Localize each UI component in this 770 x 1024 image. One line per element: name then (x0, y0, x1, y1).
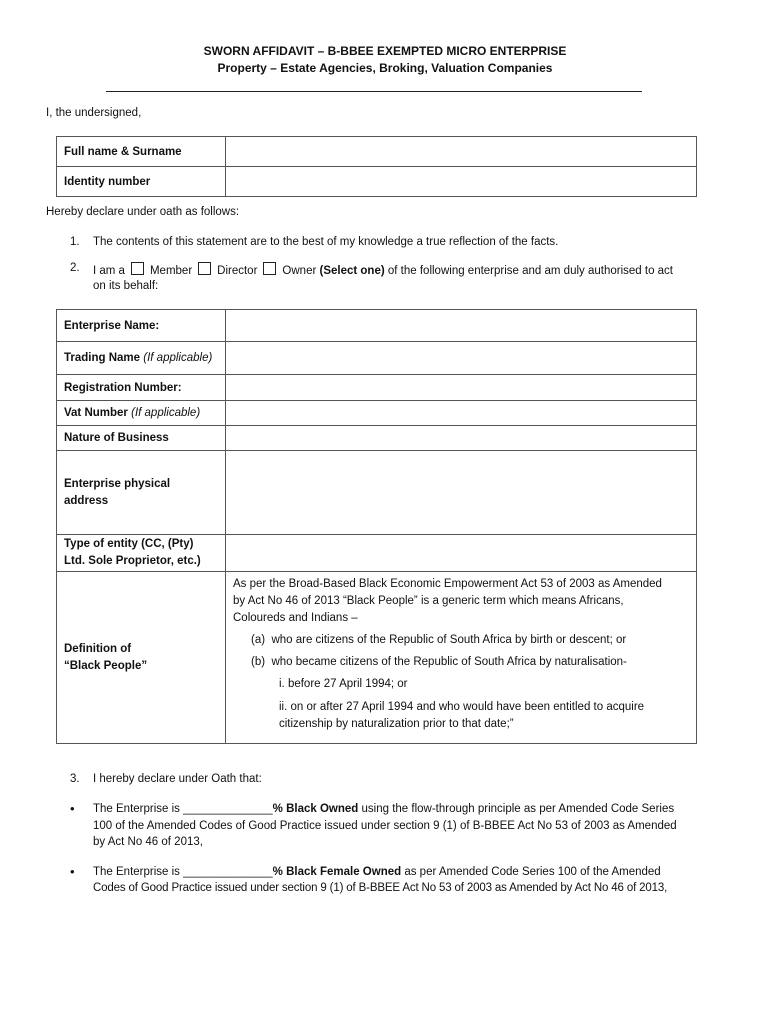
item2-line1 (93, 262, 673, 277)
identity-table (56, 136, 697, 197)
registration-number-label: Registration Number: (57, 375, 226, 401)
definition-item-b: (b) who became citizens of the Republic of South Africa by naturalisation- (251, 656, 627, 668)
identity-number-field[interactable] (226, 167, 697, 197)
item3-number: 3. (70, 773, 80, 785)
item3-text: I hereby declare under Oath that: (93, 773, 262, 785)
enterprise-name-field[interactable] (226, 310, 697, 342)
select-one-note: (Select one) (319, 265, 385, 277)
definition-item-i: i. before 27 April 1994; or (279, 678, 408, 690)
enterprise-table (56, 309, 697, 744)
registration-number-field[interactable] (226, 375, 697, 401)
physical-address-label: Enterprise physical address (57, 451, 226, 535)
bullet-marker: • (70, 864, 75, 879)
black-people-definition-label: Definition of “Black People” (57, 572, 226, 744)
title-divider (106, 91, 642, 92)
role-prefix: I am a (93, 265, 125, 277)
role-suffix: of the following enterprise and am duly authorised to act (387, 265, 674, 277)
black-owned-line2: 100 of the Amended Codes of Good Practice issued under section 9 (1) of B-BBEE Act No 53 of 2003 as Amended (93, 820, 677, 832)
black-people-definition: As per the Broad-Based Black Economic Empowerment Act 53 of 2003 as Amended by Act No 46 of 2013 “Black People” is a generic term which means Africans, Coloureds and Indians – (a) who are citizens of the Republic of South Africa by birth or descent; or (b) who became citizens of the Republic of South Africa by naturalisation- i. before 27 April 1994; or ii. on or after 27 April 1994 and who would have been entitled to acquire citizenship by naturalization prior to that date;” (226, 572, 697, 744)
member-checkbox[interactable] (131, 262, 144, 275)
black-female-owned-line2: Codes of Good Practice issued under section 9 (1) of B-BBEE Act No 53 of 2003 as Amended by Act No 46 of 2013, (93, 882, 668, 894)
item2-number: 2. (70, 262, 80, 274)
item1-number: 1. (70, 236, 80, 248)
vat-number-label: Vat Number (If applicable) (57, 401, 226, 426)
intro-text: I, the undersigned, (46, 107, 142, 119)
enterprise-name-label: Enterprise Name: (57, 310, 226, 342)
document-subtitle: Property – Estate Agencies, Broking, Valuation Companies (217, 61, 553, 75)
definition-item-ii: ii. on or after 27 April 1994 and who would have been entitled to acquire citizenship by naturalization prior to that date;” (279, 701, 645, 730)
entity-type-label: Type of entity (CC, (Pty) Ltd. Sole Proprietor, etc.) (57, 535, 226, 572)
bullet-marker: • (70, 801, 75, 816)
nature-of-business-field[interactable] (226, 426, 697, 451)
vat-number-field[interactable] (226, 401, 697, 426)
black-female-owned-line1: The Enterprise is ______________% Black Female Owned as per Amended Code Series 100 of the Amended (93, 866, 661, 878)
definition-item-a: (a) who are citizens of the Republic of South Africa by birth or descent; or (251, 634, 627, 646)
physical-address-field[interactable] (226, 451, 697, 535)
identity-number-label: Identity number (57, 167, 226, 197)
trading-name-label: Trading Name (If applicable) (57, 342, 226, 375)
owner-checkbox[interactable] (263, 262, 276, 275)
black-owned-line3: by Act No 46 of 2013, (93, 836, 203, 848)
black-owned-line1: The Enterprise is ______________% Black Owned using the flow-through principle as per Amended Code Series (93, 803, 675, 815)
declare-text: Hereby declare under oath as follows: (46, 206, 240, 218)
full-name-field[interactable] (226, 137, 697, 167)
item2-line2: on its behalf: (93, 280, 159, 292)
owner-label: Owner (282, 265, 317, 277)
director-label: Director (217, 265, 258, 277)
item1-text: The contents of this statement are to the best of my knowledge a true reflection of the facts. (93, 236, 559, 248)
full-name-label: Full name & Surname (57, 137, 226, 167)
entity-type-field[interactable] (226, 535, 697, 572)
director-checkbox[interactable] (198, 262, 211, 275)
document-title: SWORN AFFIDAVIT – B-BBEE EXEMPTED MICRO ENTERPRISE (203, 44, 567, 58)
trading-name-field[interactable] (226, 342, 697, 375)
member-label: Member (149, 265, 193, 277)
nature-of-business-label: Nature of Business (57, 426, 226, 451)
